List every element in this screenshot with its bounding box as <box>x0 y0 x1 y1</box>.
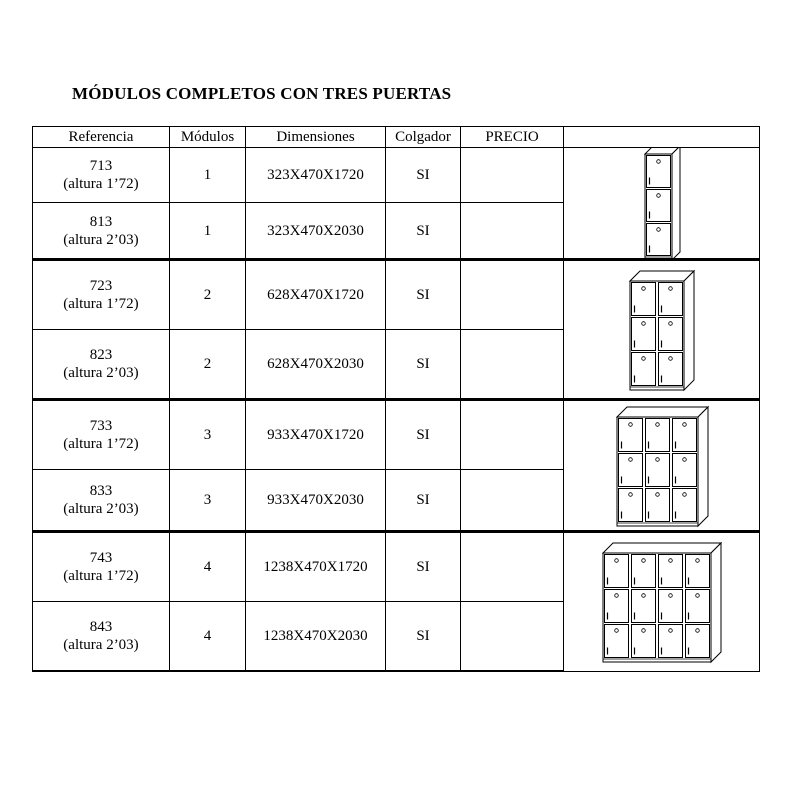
ref-cell <box>33 148 170 203</box>
dimensiones-cell: 628X470X2030 <box>246 330 386 400</box>
ref-height: (altura 2’03) <box>63 501 139 517</box>
ref-height: (altura 2’03) <box>63 637 139 653</box>
precio-cell[interactable] <box>461 148 564 203</box>
single-locker-icon <box>572 148 752 258</box>
locker-side-face <box>684 271 694 390</box>
ref-cell <box>33 203 170 260</box>
ref-height: (altura 2’03) <box>63 231 139 248</box>
ref-cell <box>33 400 170 470</box>
ref-code: 733 <box>89 418 113 434</box>
locker-image-cell <box>564 400 760 532</box>
locker-side-face <box>672 148 680 258</box>
price-table <box>32 126 760 672</box>
dimensiones-cell: 933X470X1720 <box>246 400 386 470</box>
dimensiones-cell: 323X470X2030 <box>246 203 386 260</box>
ref-height: (altura 1’72) <box>63 436 139 452</box>
precio-cell[interactable] <box>461 203 564 260</box>
precio-cell[interactable] <box>461 330 564 400</box>
header-dimensiones: Dimensiones <box>246 127 386 148</box>
modulos-cell: 4 <box>170 602 246 672</box>
modulos-cell: 1 <box>170 148 246 203</box>
ref-height: (altura 2’03) <box>63 365 139 381</box>
ref-height: (altura 1’72) <box>63 296 139 312</box>
colgador-cell: SI <box>386 532 461 602</box>
ref-code: 833 <box>89 483 113 499</box>
locker-top-face <box>630 271 694 281</box>
dimensiones-cell: 323X470X1720 <box>246 148 386 203</box>
locker-top-face <box>603 543 721 553</box>
header-row <box>33 127 760 148</box>
ref-height: (altura 1’72) <box>63 176 139 193</box>
double-locker-icon <box>572 266 752 394</box>
locker-side-face <box>698 407 708 526</box>
ref-cell <box>33 602 170 672</box>
colgador-cell: SI <box>386 203 461 260</box>
dimensiones-cell: 1238X470X1720 <box>246 532 386 602</box>
locker-image-cell <box>564 260 760 400</box>
ref-cell <box>33 330 170 400</box>
modulos-cell: 2 <box>170 260 246 330</box>
locker-image-cell <box>564 148 760 260</box>
ref-code: 813 <box>89 213 113 230</box>
dimensiones-cell: 628X470X1720 <box>246 260 386 330</box>
ref-cell <box>33 260 170 330</box>
header-referencia: Referencia <box>33 127 170 148</box>
colgador-cell: SI <box>386 602 461 672</box>
modulos-cell: 3 <box>170 470 246 532</box>
modulos-cell: 2 <box>170 330 246 400</box>
ref-code: 823 <box>89 347 113 363</box>
precio-cell[interactable] <box>461 400 564 470</box>
table-row <box>33 400 760 470</box>
precio-cell[interactable] <box>461 260 564 330</box>
ref-height: (altura 1’72) <box>63 568 139 584</box>
precio-cell[interactable] <box>461 470 564 532</box>
modulos-cell: 4 <box>170 532 246 602</box>
table-row <box>33 532 760 602</box>
quad-locker-icon <box>567 538 757 666</box>
precio-cell[interactable] <box>461 532 564 602</box>
table-row <box>33 260 760 330</box>
colgador-cell: SI <box>386 400 461 470</box>
colgador-cell: SI <box>386 148 461 203</box>
page-title: MÓDULOS COMPLETOS CON TRES PUERTAS <box>72 84 452 103</box>
ref-cell <box>33 532 170 602</box>
colgador-cell: SI <box>386 330 461 400</box>
dimensiones-cell: 1238X470X2030 <box>246 602 386 672</box>
locker-image-cell <box>564 532 760 672</box>
ref-cell <box>33 470 170 532</box>
ref-code: 713 <box>89 158 113 175</box>
ref-code: 843 <box>89 619 113 635</box>
modulos-cell: 3 <box>170 400 246 470</box>
dimensiones-cell: 933X470X2030 <box>246 470 386 532</box>
locker-top-face <box>617 407 708 417</box>
colgador-cell: SI <box>386 470 461 532</box>
precio-cell[interactable] <box>461 602 564 672</box>
colgador-cell: SI <box>386 260 461 330</box>
header-image-cell <box>564 127 760 148</box>
locker-side-face <box>711 543 721 662</box>
header-modulos: Módulos <box>170 127 246 148</box>
header-precio: PRECIO <box>461 127 564 148</box>
modulos-cell: 1 <box>170 203 246 260</box>
ref-code: 743 <box>89 550 113 566</box>
ref-code: 723 <box>89 278 113 294</box>
header-colgador: Colgador <box>386 127 461 148</box>
triple-locker-icon <box>572 402 752 530</box>
table-row <box>33 148 760 203</box>
